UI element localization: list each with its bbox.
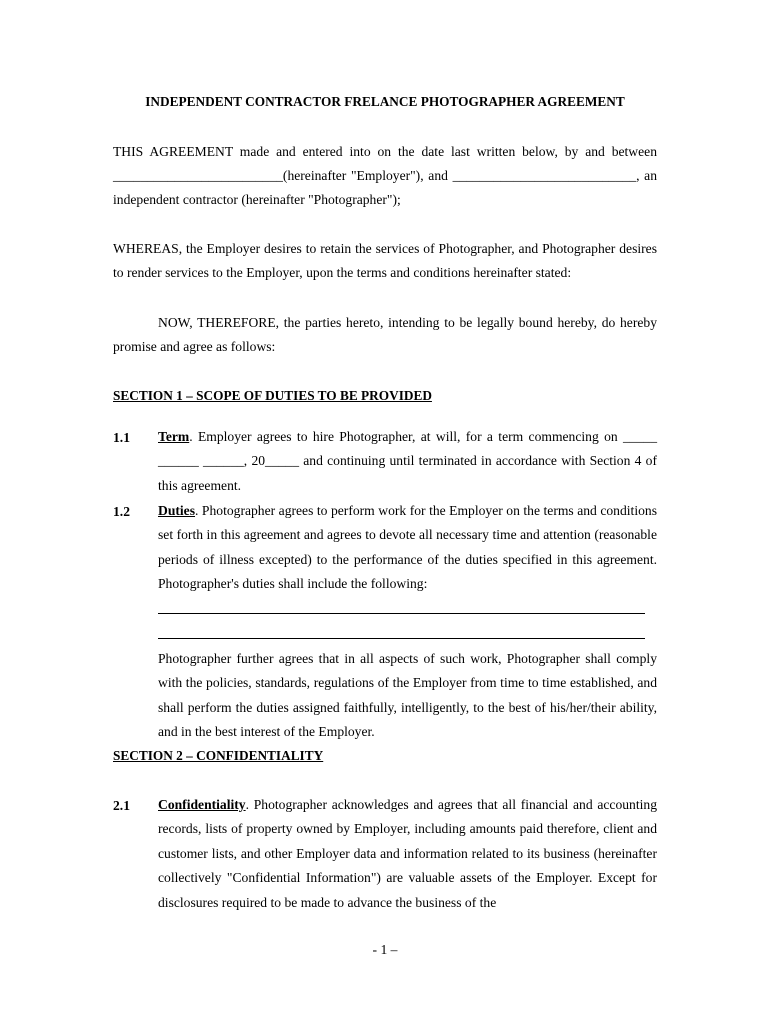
clause-1-1-term: Term (158, 429, 190, 444)
clause-2-1-number: 2.1 (113, 798, 130, 813)
now-therefore-paragraph: NOW, THEREFORE, the parties hereto, intending to be legally bound hereby, do hereby promise and agree as follows: (113, 315, 657, 355)
clause-1-2-number: 1.2 (113, 504, 130, 519)
clause-1-2-text: . Photographer agrees to perform work for the Employer on the terms and conditions set forth in this agreement and agrees to devote all necessary time and attention (reasonable periods of illness excepted) to the performance of the duties specified in this agreement. Photographer's duties shall include the following: (158, 503, 657, 592)
document-title: INDEPENDENT CONTRACTOR FRELANCE PHOTOGRAPHER AGREEMENT (145, 94, 625, 109)
section-1-heading: SECTION 1 – SCOPE OF DUTIES TO BE PROVIDED (113, 388, 432, 403)
clause-1-2 (158, 499, 657, 597)
section-2-heading: SECTION 2 – CONFIDENTIALITY (113, 748, 324, 763)
clause-2-1-text: . Photographer acknowledges and agrees that all financial and accounting records, lists of property owned by Employer, including amounts paid therefore, client and customer lists, and other Employer data and information related to its business (hereinafter collectively "Confidential Information") are valuable assets of the Employer. Except for disclosures required to be made to advance the business of the (158, 797, 657, 910)
clause-1-2-term: Duties (158, 503, 196, 518)
intro-line-3: independent contractor (hereinafter "Photographer"); (113, 192, 401, 207)
duties-blank-line-1 (158, 613, 645, 614)
duties-blank-line-2 (158, 638, 645, 639)
intro-line-1: THIS AGREEMENT made and entered into on the date last written below, by and between (113, 144, 657, 159)
page-number: - 1 – (372, 942, 398, 957)
clause-1-2-further: Photographer further agrees that in all aspects of such work, Photographer shall comply with the policies, standards, regulations of the Employer from time to time established, and shall perform the duties assigned faithfully, intelligently, to the best of his/her/their ability, and in the best interest of the Employer. (158, 651, 657, 740)
clause-1-1-number: 1.1 (113, 430, 130, 445)
clause-2-1 (158, 793, 657, 915)
clause-1-1 (158, 425, 657, 498)
intro-line-2: _________________________(hereinafter "Employer"), and ___________________________, an (113, 168, 657, 183)
clause-2-1-term: Confidentiality (158, 797, 246, 812)
clause-1-1-text: . Employer agrees to hire Photographer, at will, for a term commencing on _____ ______ ______, 20_____ and continuing until terminated in accordance with Section 4 of this agreement. (158, 429, 657, 493)
whereas-paragraph: WHEREAS, the Employer desires to retain the services of Photographer, and Photographer desires to render services to the Employer, upon the terms and conditions hereinafter stated: (113, 241, 657, 281)
